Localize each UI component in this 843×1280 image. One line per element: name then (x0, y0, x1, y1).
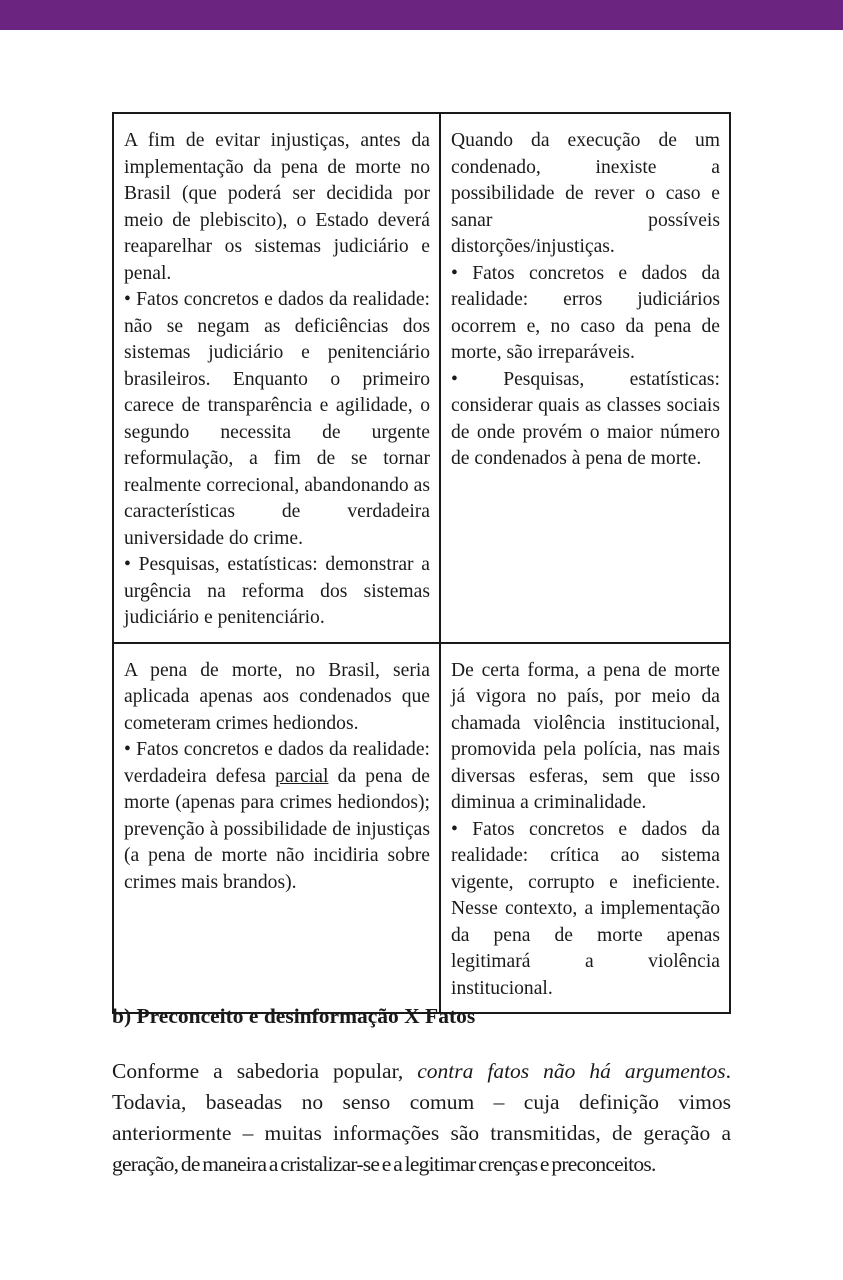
table-cell-row2-left (113, 643, 440, 1014)
cell-paragraph: A pena de morte, no Brasil, seria aplicada apenas aos condenados que cometeram crimes hediondos. (124, 659, 430, 734)
cell-paragraph: • Fatos concretos e dados da realidade: crítica ao sistema vigente, corrupto e ineficiente. Nesse contexto, a implementação da pena de morte apenas legitimará a violência institucional. (451, 818, 720, 999)
table-cell-row1-left (113, 113, 440, 643)
table-cell-row1-right (440, 113, 730, 643)
cell-paragraph: • Pesquisas, estatísticas: demonstrar a urgência na reforma dos sistemas judiciário e penitenciário. (124, 554, 430, 628)
arguments-table (112, 112, 731, 1014)
cell-paragraph (124, 737, 430, 896)
text-run: Conforme a sabedoria popular, (112, 1059, 418, 1083)
table-row (113, 643, 730, 1014)
text-run-last-line: geração, de maneira a cristalizar-se e a legitimar crenças e preconceitos. (112, 1152, 656, 1176)
cell-paragraph: • Fatos concretos e dados da realidade: não se negam as deficiências dos sistemas judiciário e penitenciário brasileiros. Enquanto o primeiro carece de transparência e agilidade, o segundo necessita de urgente reformulação, a fim de se tornar realmente correcional, abandonando as características de verdadeira universidade do crime. (124, 289, 430, 549)
text-run: • Fatos concretos e dados da realidade: verdadeira defesa (124, 739, 430, 787)
cell-paragraph: A fim de evitar injustiças, antes da implementação da pena de morte no Brasil (que poderá ser decidida por meio de plebiscito), o Estado deverá reaparelhar os sistemas judiciário e penal. (124, 130, 430, 284)
italic-phrase: contra fatos não há argumentos (417, 1059, 726, 1083)
body-paragraph (112, 1056, 731, 1180)
cell-paragraph: • Pesquisas, estatísticas: considerar quais as classes sociais de onde provém o maior número de condenados à pena de morte. (451, 368, 720, 469)
cell-paragraph: De certa forma, a pena de morte já vigora no país, por meio da chamada violência institucional, promovida pela polícia, nas mais diversas esferas, sem que isso diminua a criminalidade. (451, 659, 720, 813)
top-color-bar (0, 0, 843, 30)
underlined-word: parcial (275, 765, 329, 787)
text-run: da pena de morte (apenas para crimes hediondos); prevenção à possibilidade de injustiças (a pena de morte não incidiria sobre crimes mais brandos). (124, 765, 430, 893)
table-row (113, 113, 730, 643)
section-heading: b) Preconceito e desinformação X Fatos (112, 1004, 476, 1028)
cell-paragraph: Quando da execução de um condenado, inexiste a possibilidade de rever o caso e sanar possíveis distorções/injustiças. (451, 130, 720, 257)
text-run: . Todavia, baseadas no senso comum – cuja definição vimos anteriormente – muitas informações são transmitidas, de geração a (112, 1059, 731, 1145)
table-cell-row2-right (440, 643, 730, 1014)
cell-paragraph: • Fatos concretos e dados da realidade: erros judiciários ocorrem e, no caso da pena de morte, são irreparáveis. (451, 262, 720, 363)
